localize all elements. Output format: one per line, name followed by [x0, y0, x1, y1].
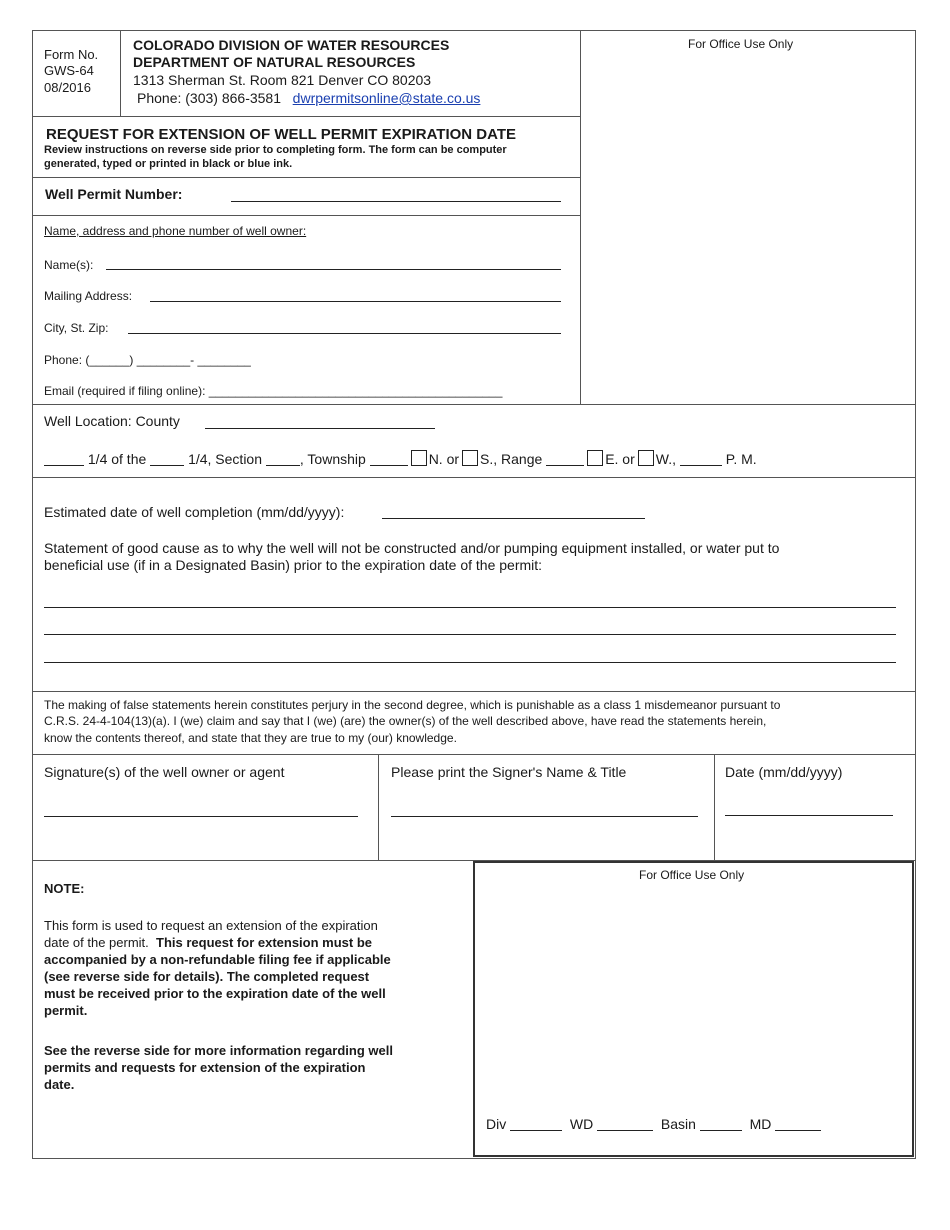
- divider-statement-bottom: [32, 691, 916, 692]
- divider-title-bottom: [32, 177, 581, 178]
- permit-number-label: Well Permit Number:: [45, 186, 183, 202]
- form-code: GWS-64: [44, 63, 94, 78]
- east-label: E. or: [605, 451, 635, 467]
- phone-text: Phone: (303) 866-3581: [137, 90, 281, 106]
- divider-location-bottom: [32, 477, 916, 478]
- wd-label: WD: [569, 1116, 594, 1132]
- basin-label: Basin: [660, 1116, 696, 1132]
- divider-sig2: [714, 754, 715, 861]
- note-bold5: permit.: [44, 1003, 88, 1018]
- owner-section-label: Name, address and phone number of well owner:: [44, 224, 307, 238]
- divider-formno: [120, 30, 121, 116]
- frame-top: [32, 30, 916, 31]
- basin-field[interactable]: [700, 1118, 742, 1131]
- county-field[interactable]: [205, 428, 435, 429]
- quarter1-field[interactable]: [44, 453, 84, 466]
- section-field[interactable]: [266, 453, 300, 466]
- instructions-line2: generated, typed or printed in black or blue ink.: [44, 158, 293, 170]
- statement-field-2[interactable]: [44, 634, 896, 635]
- note-see3: date.: [44, 1077, 75, 1092]
- range-field[interactable]: [546, 453, 584, 466]
- names-field[interactable]: [106, 269, 561, 270]
- county-label: Well Location: County: [44, 413, 180, 429]
- email-field[interactable]: Email (required if filing online): ____________________________________________: [44, 384, 503, 398]
- divider-header-bottom: [32, 116, 581, 117]
- divider-perjury-bottom: [32, 754, 916, 755]
- pm-field[interactable]: [680, 453, 722, 466]
- note-line2: [44, 934, 464, 951]
- print-name-field[interactable]: [391, 816, 698, 817]
- office-codes-row: [486, 1116, 821, 1132]
- south-checkbox[interactable]: [462, 450, 478, 466]
- divider-sig1: [378, 754, 379, 861]
- form-title: REQUEST FOR EXTENSION OF WELL PERMIT EXPIRATION DATE: [46, 126, 517, 143]
- signature-field[interactable]: [44, 816, 358, 817]
- note-heading: NOTE:: [44, 881, 85, 896]
- mailing-address-label: Mailing Address:: [44, 289, 133, 303]
- email-link[interactable]: dwrpermitsonline@state.co.us: [292, 90, 481, 106]
- city-zip-field[interactable]: [128, 333, 561, 334]
- note-plain2: date of the permit.: [44, 935, 149, 950]
- statement-field-3[interactable]: [44, 662, 896, 663]
- form-no-label: Form No.: [44, 47, 99, 62]
- statement-field-1[interactable]: [44, 607, 896, 608]
- note-see2: permits and requests for extension of the expiration: [44, 1060, 366, 1075]
- signature-label: Signature(s) of the well owner or agent: [44, 764, 285, 780]
- office-use-top-label: For Office Use Only: [688, 37, 794, 51]
- sign-date-field[interactable]: [725, 815, 893, 816]
- note-paragraph: [44, 917, 464, 1019]
- agency-address: 1313 Sherman St. Room 821 Denver CO 80203: [133, 72, 432, 88]
- completion-date-field[interactable]: [382, 518, 645, 519]
- west-checkbox[interactable]: [638, 450, 654, 466]
- perjury-line2: C.R.S. 24-4-104(13)(a). I (we) claim and say that I (we) (are) the owner(s) of the well described above, have read the statements herein,: [44, 714, 767, 728]
- quarter2-label: 1/4, Section: [188, 451, 262, 467]
- agency-phone: [137, 90, 480, 106]
- div-label: Div: [486, 1116, 507, 1132]
- divider-owner-bottom: [32, 404, 916, 405]
- north-checkbox[interactable]: [411, 450, 427, 466]
- frame-right: [915, 30, 916, 1159]
- permit-number-field[interactable]: [231, 201, 561, 202]
- north-label: N. or: [428, 451, 460, 467]
- mailing-address-field[interactable]: [150, 301, 561, 302]
- md-field[interactable]: [775, 1118, 821, 1131]
- divider-office-top: [580, 30, 581, 404]
- div-field[interactable]: [510, 1118, 562, 1131]
- township-label: , Township: [299, 451, 366, 467]
- agency-line1: COLORADO DIVISION OF WATER RESOURCES: [133, 37, 450, 53]
- township-field[interactable]: [370, 453, 408, 466]
- location-legal-row: [44, 450, 757, 467]
- names-label: Name(s):: [44, 258, 94, 272]
- form-date: 08/2016: [44, 80, 91, 95]
- note-plain1: This form is used to request an extension of the expiration: [44, 918, 378, 933]
- completion-date-label: Estimated date of well completion (mm/dd/yyyy):: [44, 504, 345, 520]
- office-use-bottom-label: For Office Use Only: [639, 868, 745, 882]
- note-bold1: This request for extension must be: [156, 935, 373, 950]
- statement-line1: Statement of good cause as to why the well will not be constructed and/or pumping equipment installed, or water put to: [44, 540, 780, 556]
- quarter2-field[interactable]: [150, 453, 184, 466]
- east-checkbox[interactable]: [587, 450, 603, 466]
- agency-line2: DEPARTMENT OF NATURAL RESOURCES: [133, 54, 416, 70]
- print-name-label: Please print the Signer's Name & Title: [391, 764, 627, 780]
- city-zip-label: City, St. Zip:: [44, 321, 109, 335]
- pm-label: P. M.: [725, 451, 757, 467]
- perjury-line3: know the contents thereof, and state that they are true to my (our) knowledge.: [44, 731, 457, 745]
- note-bold3: (see reverse side for details). The completed request: [44, 969, 370, 984]
- wd-field[interactable]: [597, 1118, 653, 1131]
- frame-bottom: [32, 1158, 916, 1159]
- note-see-paragraph: [44, 1042, 464, 1093]
- sign-date-label: Date (mm/dd/yyyy): [725, 764, 843, 780]
- md-label: MD: [749, 1116, 772, 1132]
- statement-line2: beneficial use (if in a Designated Basin) prior to the expiration date of the permit:: [44, 557, 543, 573]
- south-label: S., Range: [480, 451, 543, 467]
- frame-left: [32, 30, 33, 1159]
- phone-field[interactable]: Phone: (______) ________- ________: [44, 353, 251, 367]
- west-label: W.,: [655, 451, 676, 467]
- note-bold2: accompanied by a non-refundable filing fee if applicable: [44, 952, 391, 967]
- note-see1: See the reverse side for more information regarding well: [44, 1043, 393, 1058]
- instructions-line1: Review instructions on reverse side prior to completing form. The form can be computer: [44, 144, 507, 156]
- divider-permit-bottom: [32, 215, 581, 216]
- office-use-box-bottom: [473, 861, 914, 1157]
- perjury-line1: The making of false statements herein constitutes perjury in the second degree, which is punishable as a class 1 misdemeanor pursuant to: [44, 698, 781, 712]
- quarter1-label: 1/4 of the: [87, 451, 147, 467]
- note-bold4: must be received prior to the expiration date of the well: [44, 986, 386, 1001]
